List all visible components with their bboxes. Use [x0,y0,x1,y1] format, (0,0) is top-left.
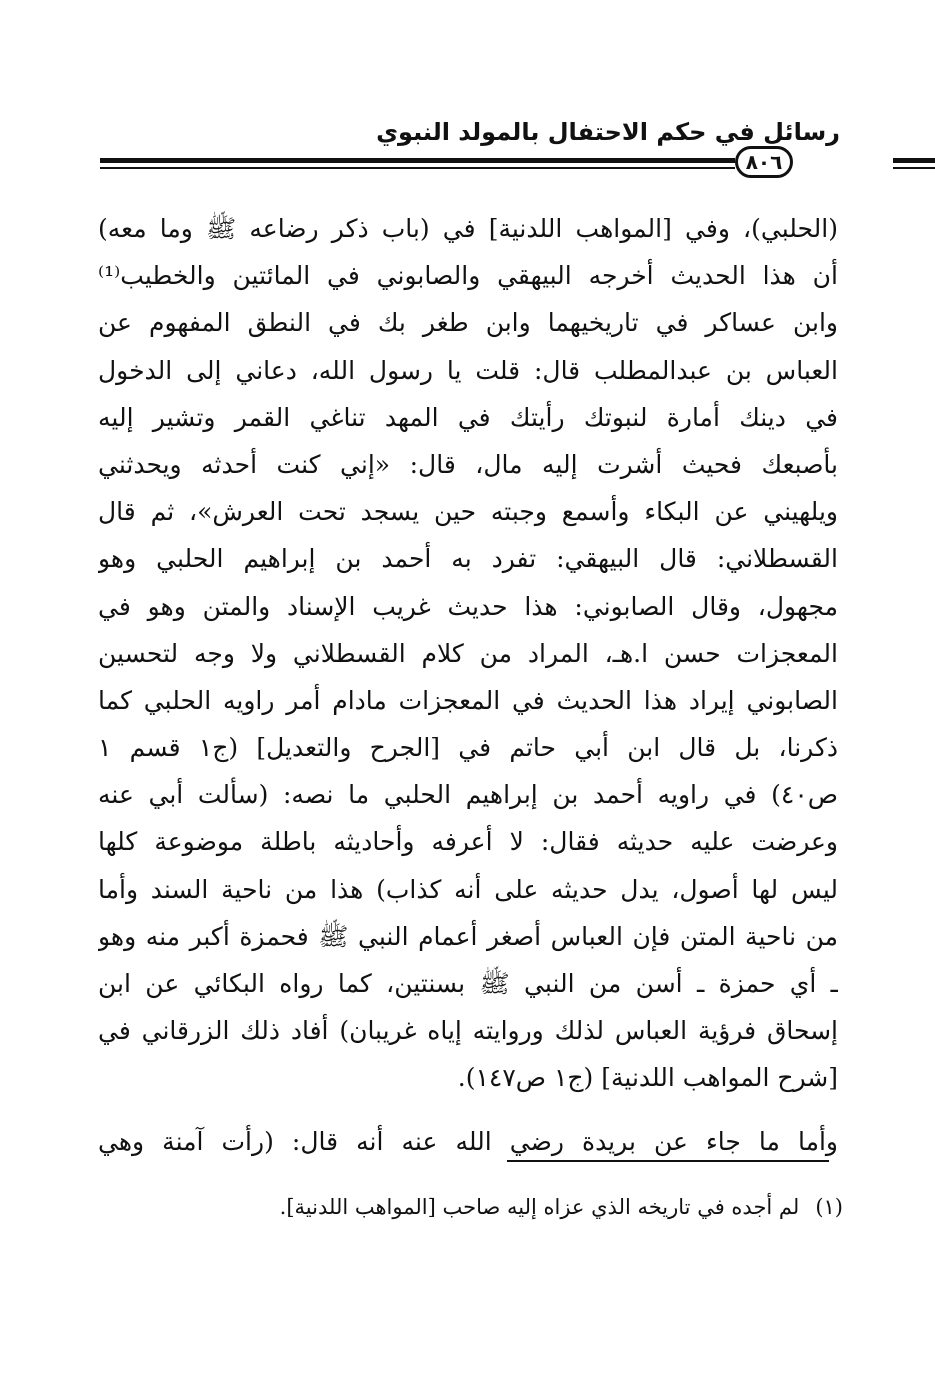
text-line: إسحاق فرؤية العباس لذلك وروايته إياه غريبان) أفاد ذلك الزرقاني في [98,1016,838,1046]
text-line: بأصبعك فحيث أشرت إليه مال، قال: «إني كنت أحدثه ويحدثني [98,449,838,479]
header-rule [100,150,837,182]
text-line: من ناحية المتن فإن العباس أصغر أعمام النبي ﷺ فحمزة أكبر منه وهو [98,921,838,951]
text-line: [شرح المواهب اللدنية] (ج١ ص١٤٧). [457,1063,838,1093]
text-line: ـ أي حمزة ـ أسن من النبي ﷺ بسنتين، كما رواه البكائي عن ابن [98,969,838,998]
running-header-title: رسائل في حكم الاحتفال بالمولد النبوي [376,118,840,146]
header-rule-thin-line [100,167,735,169]
text-line: وابن عساكر في تاريخيهما وابن طغر بك في النطق المفهوم عن [98,308,838,338]
text-line: ص٤٠) في راويه أحمد بن إبراهيم الحلبي ما نصه: (سألت أبي عنه [98,780,838,810]
text-line: المعجزات حسن ا.هـ، المراد من كلام القسطلاني ولا وجه لتحسين [98,638,838,668]
footnote-number: (١) [815,1195,843,1219]
footnote-text: لم أجده في تاريخه الذي عزاه إليه صاحب [المواهب اللدنية]. [279,1195,800,1219]
header-rule-thick-line-right [893,158,935,163]
text-line: ذكرنا، بل قال ابن أبي حاتم في [الجرح والتعديل] (ج١ قسم ١ [98,733,838,763]
text-line: وعرضت عليه حديثه فقال: لا أعرفه وأحاديثه باطلة موضوعة كلها [98,827,838,857]
header-rule-thin-line-right [893,167,935,169]
body-text [98,205,838,1165]
header-rule-thick-line [100,158,735,163]
text-line: في دينك أمارة لنبوتك رأيتك في المهد تناغي القمر وتشير إليه [98,402,838,432]
footnote [280,1195,843,1219]
text-line: القسطلاني: قال البيهقي: تفرد به أحمد بن إبراهيم الحلبي وهو [98,544,838,574]
text-line: ويلهيني عن البكاء وأسمع وجبته حين يسجد تحت العرش»، ثم قال [98,497,838,527]
paragraph-start-line: وأما ما جاء عن بريدة رضي الله عنه أنه قال: (رأت آمنة وهي [98,1126,838,1156]
text-line: الصابوني إيراد هذا الحديث في المعجزات مادام أمر راويه الحلبي كما [98,685,838,715]
page-number: ٨٠٦ [735,146,793,178]
text-line: مجهول، وقال الصابوني: هذا حديث غريب الإسناد والمتن وهو في [98,591,838,621]
text-line: ليس لها أصول، يدل حديثه على أنه كذاب) هذا من ناحية السند وأما [98,874,838,904]
text-line: أن هذا الحديث أخرجه البيهقي والصابوني في المائتين والخطيب⁽¹⁾ [98,261,838,291]
text-line: العباس بن عبدالمطلب قال: قلت يا رسول الله، دعاني إلى الدخول [98,355,838,385]
footnote-separator [507,1160,829,1162]
text-line: (الحلبي)، وفي [المواهب اللدنية] في (باب ذكر رضاعه ﷺ وما معه) [98,214,838,243]
